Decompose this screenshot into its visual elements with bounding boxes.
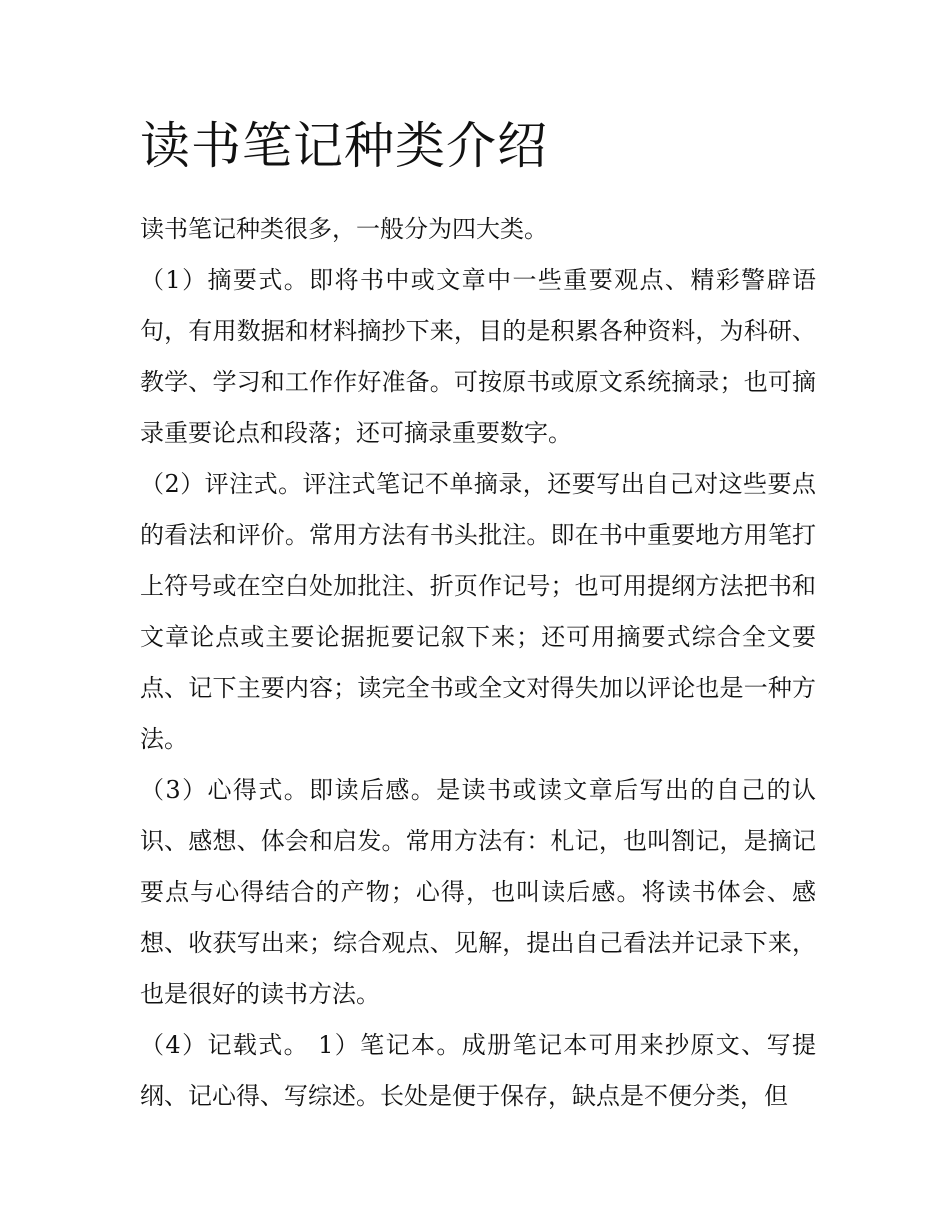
paragraph-record-type: （4）记载式。 1）笔记本。成册笔记本可用来抄原文、写提纲、记心得、写综述。长处是便于保存，缺点是不便分类，但 — [140, 1031, 816, 1110]
document-body — [140, 112, 816, 1122]
paragraph-reflection-type: （3）心得式。即读后感。是读书或读文章后写出的自己的认识、感想、体会和启发。常用方法有：札记，也叫劄记，是摘记要点与心得结合的产物；心得，也叫读后感。将读书体会、感想、收获写出来；综合观点、见解，提出自己看法并记录下来，也是很好的读书方法。 — [140, 776, 816, 1008]
paragraph-annotation-type: （2）评注式。评注式笔记不单摘录，还要写出自己对这些要点的看法和评价。常用方法有书头批注。即在书中重要地方用笔打上符号或在空白处加批注、折页作记号；也可用提纲方法把书和文章论点或主要论据扼要记叙下来；还可用摘要式综合全文要点、记下主要内容；读完全书或全文对得失加以评论也是一种方法。 — [140, 470, 816, 753]
paragraph-excerpt-type: （1）摘要式。即将书中或文章中一些重要观点、精彩警辟语句，有用数据和材料摘抄下来，目的是积累各种资料，为科研、教学、学习和工作作好准备。可按原书或原文系统摘录；也可摘录重要论点和段落；还可摘录重要数字。 — [140, 266, 816, 447]
document-title: 读书笔记种类介绍 — [140, 117, 548, 175]
paragraph-intro: 读书笔记种类很多，一般分为四大类。 — [140, 215, 548, 243]
